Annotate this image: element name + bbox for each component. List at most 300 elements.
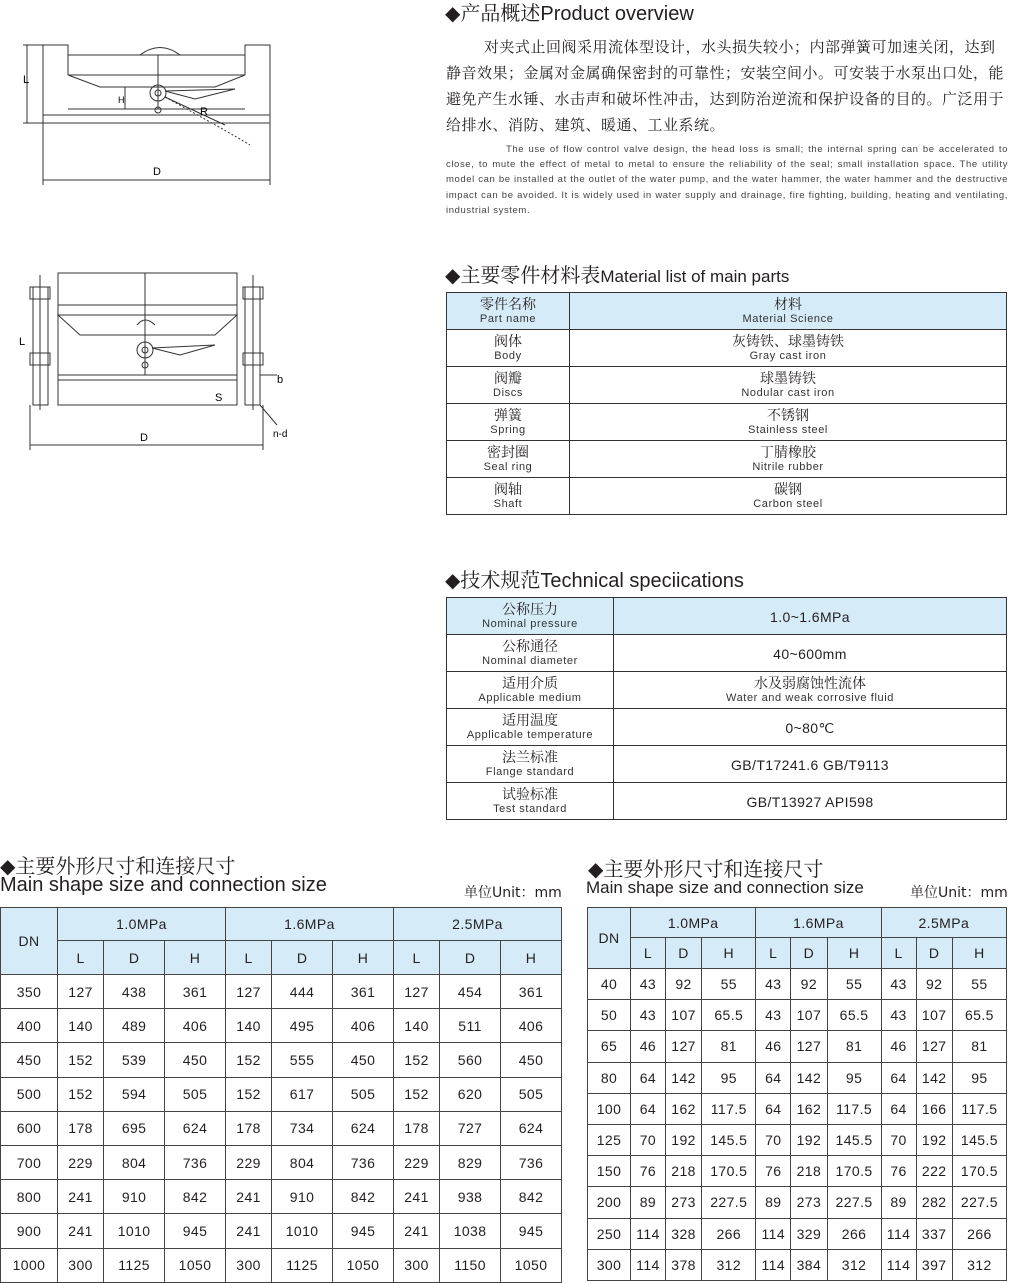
- dim-cell: 444: [272, 975, 333, 1009]
- materials-title: [445, 259, 789, 288]
- dim-cell: 734: [272, 1111, 333, 1145]
- material-en: Gray cast iron: [749, 349, 827, 362]
- dim-cell: 76: [756, 1156, 791, 1187]
- dim-cell: 329: [791, 1218, 827, 1249]
- dim-cell: 384: [791, 1249, 827, 1280]
- spec-label-cn: 公称压力: [502, 601, 558, 618]
- dim-cell: 945: [165, 1214, 226, 1248]
- dn-cell: 65: [588, 1031, 631, 1062]
- dn-cell: 350: [1, 975, 58, 1009]
- dim-cell: 140: [393, 1009, 439, 1043]
- table-row: [588, 1124, 1007, 1155]
- dim-cell: 117.5: [827, 1093, 881, 1124]
- dim-cell: 736: [501, 1145, 562, 1179]
- dim-label-b: b: [277, 374, 284, 386]
- column-header: H: [827, 938, 881, 969]
- dim-cell: 227.5: [827, 1187, 881, 1218]
- dim-label-s: S: [215, 392, 223, 404]
- column-header: D: [440, 941, 501, 975]
- dim-cell: 95: [702, 1062, 756, 1093]
- pressure-header: 1.6MPa: [225, 908, 393, 941]
- dim-cell: 454: [440, 975, 501, 1009]
- dim-cell: 842: [333, 1180, 394, 1214]
- dim-cell: 910: [272, 1180, 333, 1214]
- dim-cell: 152: [225, 1077, 271, 1111]
- dim-cell: 43: [756, 969, 791, 1000]
- dim-cell: 312: [952, 1249, 1006, 1280]
- part-name-en: Body: [494, 349, 522, 362]
- material-part-cell: [447, 404, 570, 441]
- dim-cell: 1150: [440, 1248, 501, 1282]
- specs-title-en: Technical speciications: [540, 570, 744, 592]
- dim-cell: 127: [58, 975, 104, 1009]
- valve-drawing-top: [15, 35, 285, 195]
- dim-cell: 43: [881, 1000, 916, 1031]
- dim-cell: 162: [791, 1093, 827, 1124]
- dn-cell: 150: [588, 1156, 631, 1187]
- dim-cell: 142: [791, 1062, 827, 1093]
- dim-cell: 46: [881, 1031, 916, 1062]
- spec-row: [447, 598, 1007, 635]
- material-cn: 丁腈橡胶: [760, 444, 816, 461]
- table-row: [588, 1000, 1007, 1031]
- spec-label-cell: [447, 746, 614, 783]
- spec-label-en: Nominal diameter: [482, 654, 578, 667]
- dim-label-l: L: [23, 74, 30, 86]
- dim-cell: 140: [225, 1009, 271, 1043]
- spec-value-cell: [614, 598, 1007, 635]
- dim-cell: 65.5: [952, 1000, 1006, 1031]
- dn-cell: 800: [1, 1180, 58, 1214]
- dim-cell: 43: [631, 969, 666, 1000]
- dim-label-r: R: [200, 106, 208, 118]
- dim-cell: 81: [827, 1031, 881, 1062]
- pressure-header: 1.0MPa: [58, 908, 226, 941]
- table-row: [588, 1218, 1007, 1249]
- dim-cell: 945: [501, 1214, 562, 1248]
- dim-cell: 241: [393, 1180, 439, 1214]
- pressure-header: 1.0MPa: [631, 908, 756, 938]
- dim-cell: 127: [916, 1031, 952, 1062]
- part-name-cn: 阀瓣: [494, 370, 522, 387]
- materials-row: [447, 404, 1007, 441]
- material-en: Stainless steel: [748, 423, 828, 436]
- dim-cell: 539: [104, 1043, 165, 1077]
- dim-cell: 65.5: [702, 1000, 756, 1031]
- part-name-cn: 密封圈: [487, 444, 529, 461]
- specs-title-cn: ◆技术规范: [445, 568, 541, 592]
- spec-row: [447, 709, 1007, 746]
- column-header: D: [791, 938, 827, 969]
- dim-cell: 152: [225, 1043, 271, 1077]
- dn-cell: 700: [1, 1145, 58, 1179]
- column-header: L: [225, 941, 271, 975]
- spec-label-en: Nominal pressure: [482, 617, 578, 630]
- dim-cell: 227.5: [952, 1187, 1006, 1218]
- spec-label-cn: 适用温度: [502, 712, 558, 729]
- spec-label-cell: [447, 783, 614, 820]
- material-value-cell: [570, 404, 1007, 441]
- dim-cell: 1010: [272, 1214, 333, 1248]
- dn-cell: 600: [1, 1111, 58, 1145]
- dim-cell: 70: [881, 1124, 916, 1155]
- dim-cell: 55: [702, 969, 756, 1000]
- table-row: [1, 1214, 562, 1248]
- materials-row: [447, 478, 1007, 515]
- material-cn: 碳钢: [774, 481, 802, 498]
- overview-title-cn: ◆产品概述: [445, 1, 541, 25]
- dim-cell: 114: [756, 1218, 791, 1249]
- dim-cell: 142: [665, 1062, 701, 1093]
- dim-label-h: H: [118, 95, 125, 105]
- dims-right-title-en: Main shape size and connection size: [586, 878, 864, 897]
- dim-cell: 1010: [104, 1214, 165, 1248]
- dim-cell: 266: [827, 1218, 881, 1249]
- dim-cell: 145.5: [952, 1124, 1006, 1155]
- dim-cell: 1125: [272, 1248, 333, 1282]
- dim-cell: 361: [333, 975, 394, 1009]
- dim-cell: 938: [440, 1180, 501, 1214]
- table-row: [588, 1187, 1007, 1218]
- dim-cell: 594: [104, 1077, 165, 1111]
- dim-cell: 804: [272, 1145, 333, 1179]
- table-row: [588, 1062, 1007, 1093]
- dim-cell: 617: [272, 1077, 333, 1111]
- materials-table: [446, 292, 1007, 515]
- table-row: [588, 1031, 1007, 1062]
- dim-cell: 65.5: [827, 1000, 881, 1031]
- part-name-en: Discs: [493, 386, 523, 399]
- dim-cell: 46: [631, 1031, 666, 1062]
- dim-cell: 70: [756, 1124, 791, 1155]
- dim-cell: 55: [952, 969, 1006, 1000]
- dn-header: DN: [588, 908, 631, 969]
- material-en: Nitrile rubber: [752, 460, 824, 473]
- dim-cell: 495: [272, 1009, 333, 1043]
- dim-cell: 127: [791, 1031, 827, 1062]
- dn-cell: 250: [588, 1218, 631, 1249]
- dim-cell: 1050: [501, 1248, 562, 1282]
- dim-cell: 727: [440, 1111, 501, 1145]
- dims-right-table: [587, 907, 1007, 1281]
- dim-cell: 241: [58, 1214, 104, 1248]
- dim-cell: 241: [58, 1180, 104, 1214]
- table-row: [1, 1009, 562, 1043]
- dim-cell: 1050: [333, 1248, 394, 1282]
- dim-cell: 107: [665, 1000, 701, 1031]
- spec-label-en: Applicable medium: [478, 691, 582, 704]
- dim-cell: 142: [916, 1062, 952, 1093]
- overview-text-cn: 对夹式止回阀采用流体型设计，水头损失较小；内部弹簧可加速关闭，达到静音效果；金属对金属确保密封的可靠性；安装空间小。可安装于水泵出口处，能避免产生水锤、水击声和破坏性冲击，达到防治逆流和保护设备的目的。广泛用于给排水、消防、建筑、暖通、工业系统。: [446, 38, 1005, 134]
- dim-cell: 43: [631, 1000, 666, 1031]
- dn-cell: 900: [1, 1214, 58, 1248]
- table-row: [588, 1156, 1007, 1187]
- materials-header-part: [447, 293, 570, 330]
- dim-cell: 1050: [165, 1248, 226, 1282]
- dim-cell: 114: [631, 1218, 666, 1249]
- dim-cell: 152: [58, 1043, 104, 1077]
- valve-drawing-bolted: [15, 265, 295, 455]
- spec-label-cn: 公称通径: [502, 638, 558, 655]
- overview-title: [445, 0, 694, 26]
- dim-cell: 511: [440, 1009, 501, 1043]
- dims-left-title-en: Main shape size and connection size: [0, 874, 327, 896]
- dim-cell: 300: [58, 1248, 104, 1282]
- dim-cell: 43: [881, 969, 916, 1000]
- dim-cell: 178: [58, 1111, 104, 1145]
- spec-label-cn: 适用介质: [502, 675, 558, 692]
- table-row: [1, 1180, 562, 1214]
- spec-label-cn: 法兰标准: [502, 749, 558, 766]
- dim-cell: 1038: [440, 1214, 501, 1248]
- dim-cell: 736: [333, 1145, 394, 1179]
- dim-cell: 489: [104, 1009, 165, 1043]
- dim-cell: 117.5: [952, 1093, 1006, 1124]
- dim-cell: 95: [827, 1062, 881, 1093]
- materials-row: [447, 367, 1007, 404]
- spec-label-en: Applicable temperature: [466, 728, 594, 741]
- dim-cell: 829: [440, 1145, 501, 1179]
- pressure-header: 2.5MPa: [881, 908, 1006, 938]
- spec-label-en: Flange standard: [485, 765, 575, 778]
- dim-cell: 152: [393, 1043, 439, 1077]
- dims-header-row: [588, 908, 1007, 938]
- table-row: [1, 1043, 562, 1077]
- overview-title-en: Product overview: [540, 3, 694, 25]
- part-name-cn: 弹簧: [494, 407, 522, 424]
- spec-value: 40~600mm: [773, 645, 847, 662]
- dim-cell: 64: [881, 1062, 916, 1093]
- materials-row: [447, 330, 1007, 367]
- dim-cell: 89: [881, 1187, 916, 1218]
- dim-cell: 145.5: [702, 1124, 756, 1155]
- spec-row: [447, 746, 1007, 783]
- dims-subheader-row: [1, 941, 562, 975]
- dim-cell: 192: [665, 1124, 701, 1155]
- dim-cell: 736: [165, 1145, 226, 1179]
- dim-cell: 166: [916, 1093, 952, 1124]
- dims-left-unit: 单位Unit：mm: [464, 885, 562, 901]
- part-name-cn: 阀体: [494, 333, 522, 350]
- dn-header: DN: [1, 908, 58, 975]
- spec-label-cn: 试验标准: [502, 786, 558, 803]
- dim-cell: 222: [916, 1156, 952, 1187]
- part-name-cn: 阀轴: [494, 481, 522, 498]
- material-cn: 球墨铸铁: [760, 370, 816, 387]
- dim-cell: 1125: [104, 1248, 165, 1282]
- material-cn: 灰铸铁、球墨铸铁: [732, 333, 844, 350]
- dim-cell: 361: [501, 975, 562, 1009]
- dim-cell: 229: [393, 1145, 439, 1179]
- spec-value-cell: [614, 746, 1007, 783]
- dim-cell: 361: [165, 975, 226, 1009]
- dim-cell: 192: [916, 1124, 952, 1155]
- dims-header-row: [1, 908, 562, 941]
- dims-subheader-row: [588, 938, 1007, 969]
- dn-cell: 400: [1, 1009, 58, 1043]
- column-header: D: [104, 941, 165, 975]
- dim-cell: 300: [393, 1248, 439, 1282]
- dim-cell: 406: [501, 1009, 562, 1043]
- column-header: L: [881, 938, 916, 969]
- spec-label-cell: [447, 635, 614, 672]
- dim-cell: 620: [440, 1077, 501, 1111]
- column-header: L: [58, 941, 104, 975]
- spec-label-en: Test standard: [493, 802, 567, 815]
- material-part-cell: [447, 367, 570, 404]
- dim-cell: 64: [631, 1062, 666, 1093]
- dim-cell: 170.5: [952, 1156, 1006, 1187]
- dim-cell: 945: [333, 1214, 394, 1248]
- dn-cell: 50: [588, 1000, 631, 1031]
- spec-label-cell: [447, 709, 614, 746]
- materials-title-cn: ◆主要零件材料表: [445, 263, 601, 287]
- column-header: L: [631, 938, 666, 969]
- dim-cell: 64: [631, 1093, 666, 1124]
- spec-label-cell: [447, 672, 614, 709]
- dn-cell: 500: [1, 1077, 58, 1111]
- dim-cell: 127: [225, 975, 271, 1009]
- dim-cell: 241: [225, 1214, 271, 1248]
- spec-value: GB/T13927 API598: [746, 793, 874, 810]
- column-header: H: [165, 941, 226, 975]
- material-value-cell: [570, 441, 1007, 478]
- dim-cell: 218: [665, 1156, 701, 1187]
- dim-cell: 282: [916, 1187, 952, 1218]
- dim-cell: 505: [501, 1077, 562, 1111]
- dn-cell: 1000: [1, 1248, 58, 1282]
- header-mat-en: Material Science: [742, 312, 834, 325]
- column-header: H: [333, 941, 394, 975]
- dim-cell: 145.5: [827, 1124, 881, 1155]
- dim-cell: 46: [756, 1031, 791, 1062]
- dim-cell: 450: [333, 1043, 394, 1077]
- dim-cell: 162: [665, 1093, 701, 1124]
- column-header: D: [272, 941, 333, 975]
- column-header: H: [952, 938, 1006, 969]
- dim-cell: 152: [393, 1077, 439, 1111]
- dim-cell: 241: [393, 1214, 439, 1248]
- dim-cell: 170.5: [827, 1156, 881, 1187]
- table-row: [1, 1077, 562, 1111]
- spec-value: 0~80℃: [785, 719, 835, 736]
- dim-cell: 178: [225, 1111, 271, 1145]
- header-part-en: Part name: [479, 312, 537, 325]
- dim-cell: 241: [225, 1180, 271, 1214]
- material-en: Nodular cast iron: [741, 386, 835, 399]
- dims-right-unit: 单位Unit：mm: [910, 885, 1008, 901]
- dim-cell: 117.5: [702, 1093, 756, 1124]
- header-part-cn: 零件名称: [480, 296, 536, 313]
- column-header: L: [393, 941, 439, 975]
- part-name-en: Seal ring: [483, 460, 533, 473]
- spec-value: 水及弱腐蚀性流体: [754, 675, 866, 692]
- dim-cell: 81: [702, 1031, 756, 1062]
- pressure-header: 2.5MPa: [393, 908, 561, 941]
- dim-cell: 92: [916, 969, 952, 1000]
- dn-cell: 300: [588, 1249, 631, 1280]
- dim-cell: 81: [952, 1031, 1006, 1062]
- material-cn: 不锈钢: [767, 407, 809, 424]
- dim-cell: 170.5: [702, 1156, 756, 1187]
- dim-cell: 76: [881, 1156, 916, 1187]
- column-header: D: [665, 938, 701, 969]
- column-header: D: [916, 938, 952, 969]
- table-row: [588, 1249, 1007, 1280]
- dims-right-title-cn: ◆主要外形尺寸和连接尺寸: [588, 857, 824, 881]
- dim-cell: 337: [916, 1218, 952, 1249]
- materials-row: [447, 441, 1007, 478]
- pressure-header: 1.6MPa: [756, 908, 881, 938]
- dim-label-d: D: [153, 166, 161, 178]
- specs-title: [445, 564, 744, 593]
- dim-cell: 192: [791, 1124, 827, 1155]
- materials-header-material: [570, 293, 1007, 330]
- dim-cell: 450: [501, 1043, 562, 1077]
- table-row: [1, 975, 562, 1009]
- dim-cell: 842: [501, 1180, 562, 1214]
- material-en: Carbon steel: [753, 497, 823, 510]
- dim-cell: 43: [756, 1000, 791, 1031]
- column-header: H: [702, 938, 756, 969]
- dim-cell: 624: [501, 1111, 562, 1145]
- dim-cell: 406: [165, 1009, 226, 1043]
- dim-cell: 555: [272, 1043, 333, 1077]
- dim-cell: 505: [333, 1077, 394, 1111]
- dim-cell: 89: [756, 1187, 791, 1218]
- dim-cell: 450: [165, 1043, 226, 1077]
- table-row: [588, 969, 1007, 1000]
- dn-cell: 100: [588, 1093, 631, 1124]
- dim-cell: 560: [440, 1043, 501, 1077]
- dim-cell: 229: [58, 1145, 104, 1179]
- dim-cell: 406: [333, 1009, 394, 1043]
- table-row: [1, 1145, 562, 1179]
- materials-header-row: [447, 293, 1007, 330]
- specs-table: [446, 597, 1007, 820]
- dim-cell: 114: [631, 1249, 666, 1280]
- spec-label-cell: [447, 598, 614, 635]
- column-header: L: [756, 938, 791, 969]
- dim-cell: 92: [791, 969, 827, 1000]
- dn-cell: 80: [588, 1062, 631, 1093]
- dim-cell: 140: [58, 1009, 104, 1043]
- materials-title-en: Material list of main parts: [600, 267, 790, 286]
- dim-cell: 64: [881, 1093, 916, 1124]
- dim-cell: 397: [916, 1249, 952, 1280]
- dim-cell: 229: [225, 1145, 271, 1179]
- dim-cell: 127: [665, 1031, 701, 1062]
- dim-cell: 92: [665, 969, 701, 1000]
- material-value-cell: [570, 367, 1007, 404]
- dim-cell: 505: [165, 1077, 226, 1111]
- dim-cell: 312: [702, 1249, 756, 1280]
- spec-value-cell: [614, 672, 1007, 709]
- material-part-cell: [447, 441, 570, 478]
- spec-value-en: Water and weak corrosive fluid: [726, 691, 894, 704]
- dn-cell: 40: [588, 969, 631, 1000]
- spec-value-cell: [614, 709, 1007, 746]
- table-row: [1, 1111, 562, 1145]
- dim-cell: 910: [104, 1180, 165, 1214]
- spec-row: [447, 672, 1007, 709]
- dim-cell: 114: [881, 1249, 916, 1280]
- dim-cell: 227.5: [702, 1187, 756, 1218]
- dim-cell: 114: [756, 1249, 791, 1280]
- dim-cell: 70: [631, 1124, 666, 1155]
- dim-cell: 127: [393, 975, 439, 1009]
- dim-cell: 328: [665, 1218, 701, 1249]
